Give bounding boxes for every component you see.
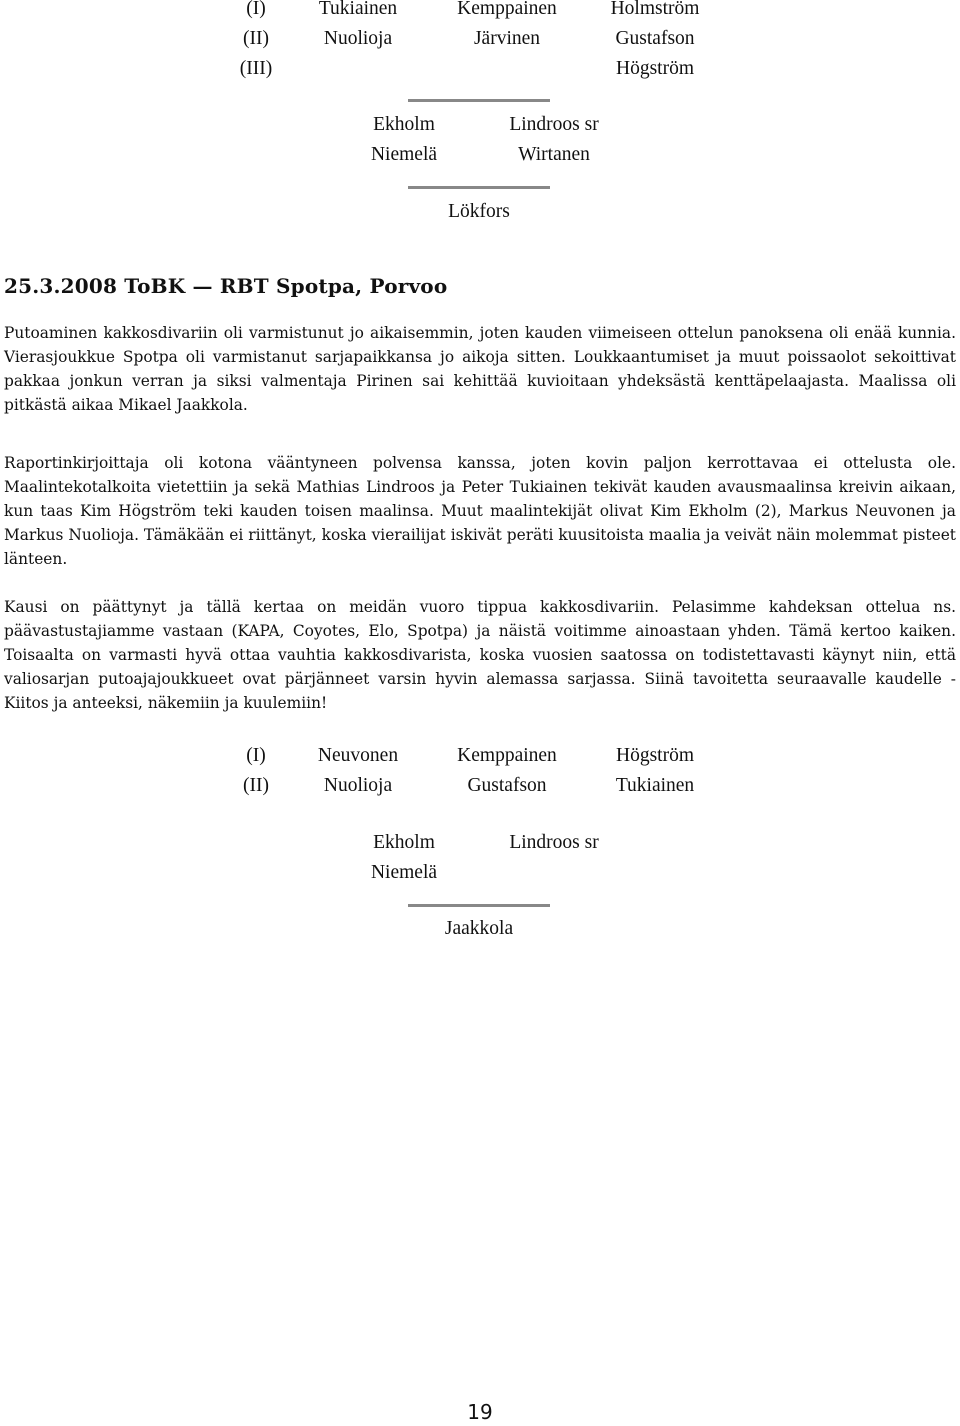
player-name: Niemelä (370, 144, 438, 165)
goalie-name: Lökfors (448, 201, 510, 222)
player-name: Gustafson (615, 28, 695, 49)
goalie-row (0, 918, 960, 948)
divider-rule (408, 904, 550, 907)
player-name: Järvinen (473, 28, 541, 49)
player-name: Högström (616, 58, 694, 79)
player-name: Tukiainen (318, 0, 398, 19)
player-name: Kemppainen (457, 745, 557, 766)
forward-line (0, 775, 960, 805)
forward-line (0, 745, 960, 775)
defence-pair (0, 114, 960, 144)
forward-line (0, 58, 960, 88)
line-number: (II) (243, 28, 269, 49)
player-name: Lindroos sr (509, 114, 599, 135)
player-name: Niemelä (370, 862, 438, 883)
line-number: (I) (246, 745, 266, 766)
line-number: (I) (246, 0, 266, 19)
page-number: 19 (467, 1400, 493, 1424)
goalie-row (0, 201, 960, 231)
player-name: Ekholm (373, 114, 435, 135)
report-paragraph: Raportinkirjoittaja oli kotona vääntyneen polvensa kanssa, joten kovin paljon kerrottavaa ei ottelusta ole. Maalintekotalkoita vietettiin ja sekä Mathias Lindroos ja Peter Tukiainen tekivät kauden avausmaalinsa kreivin aikaan, kun taas Kim Högström teki kauden toisen maalinsa. Muut maalintekijät olivat Kim Ekholm (2), Markus Neuvonen ja Markus Nuolioja. Tämäkään ei riittänyt, koska vierailijat iskivät peräti kuusitoista maalia ja veivät näin molemmat pisteet länteen. (4, 454, 956, 568)
player-name: Neuvonen (317, 745, 399, 766)
defence-pair (0, 862, 960, 892)
report-paragraph: Putoaminen kakkosdivariin oli varmistunut jo aikaisemmin, joten kauden viimeiseen ottelun panoksena oli enää kunnia. Vierasjoukkue Spotpa oli varmistanut sarjapaikkansa jo aikoja sitten. Loukkaantumiset ja muut poissaolot sekoittivat pakkaa jonkun verran ja siksi valmentaja Pirinen sai kehittää kuvioitaan yhdeksästä kenttäpelaajasta. Maalissa oli pitkästä aikaa Mikael Jaakkola. (4, 324, 956, 414)
forward-line (0, 28, 960, 58)
line-number: (II) (243, 775, 269, 796)
divider-rule (408, 186, 550, 189)
forward-line (0, 0, 960, 28)
report-paragraph: Kausi on päättynyt ja tällä kertaa on meidän vuoro tippua kakkosdivariin. Pelasimme kahdeksan ottelua ns. päävastustajiamme vastaan (KAPA, Coyotes, Elo, Spotpa) ja näistä voitimme ainoastaan yhden. Tämä kertoo kaiken. Toisaalta on varmasti hyvä ottaa vauhtia kakkosdivarista, koska vuosien saatossa on todistettavasti käynyt niin, että valiosarjan putoajajoukkueet ovat pärjänneet varsin hyvin alemassa sarjassa. Siinä tavoitetta seuraavalle kaudelle - Kiitos ja anteeksi, näkemiin ja kuulemiin! (4, 598, 956, 712)
player-name: Högström (616, 745, 694, 766)
player-name: Nuolioja (323, 28, 393, 49)
defence-pair (0, 832, 960, 862)
goalie-name: Jaakkola (444, 918, 514, 939)
divider-rule (408, 99, 550, 102)
player-name: Tukiainen (615, 775, 695, 796)
line-number: (III) (239, 58, 273, 79)
player-name: Ekholm (373, 832, 435, 853)
player-name: Gustafson (467, 775, 547, 796)
player-name: Holmström (610, 0, 700, 19)
player-name: Wirtanen (518, 144, 590, 165)
player-name: Lindroos sr (509, 832, 599, 853)
player-name: Kemppainen (457, 0, 557, 19)
match-heading: 25.3.2008 ToBK — RBT Spotpa, Porvoo (4, 274, 448, 298)
player-name: Nuolioja (323, 775, 393, 796)
defence-pair (0, 144, 960, 174)
